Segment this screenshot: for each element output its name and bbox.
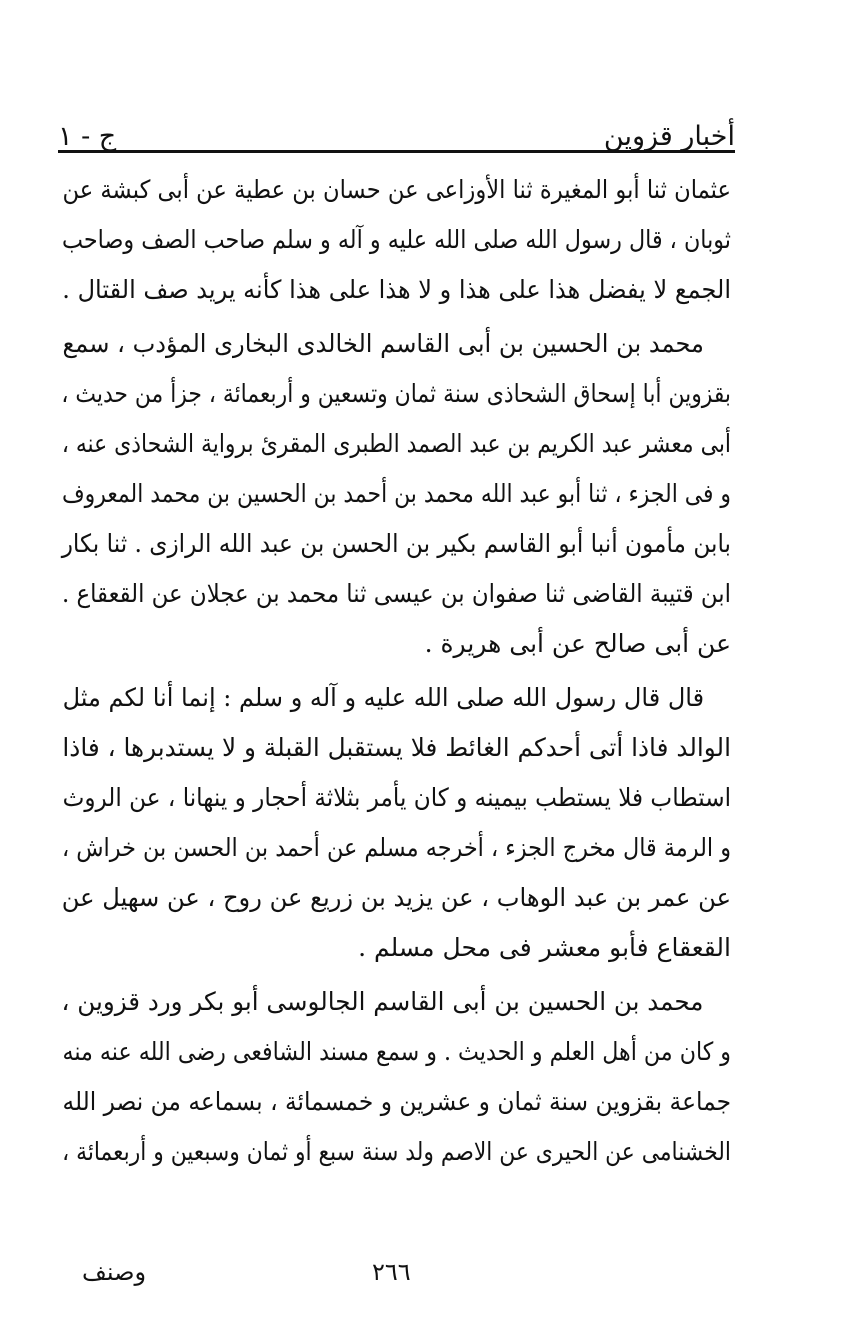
page-footer [82, 1258, 735, 1298]
text-line: جماعة بقزوين سنة ثمان و عشرين و خمسمائة ، بسماعه من نصر الله [62, 1087, 731, 1116]
text-line: محمد بن الحسين بن أبى القاسم الخالدى البخارى المؤدب ، سمع [62, 329, 704, 358]
text-line: استطاب فلا يستطب بيمينه و كان يأمر بثلاثة أحجار و ينهانا ، عن الروث [62, 783, 731, 812]
header-rule [58, 150, 735, 153]
text-line: محمد بن الحسين بن أبى القاسم الجالوسى أبو بكر ورد قزوين ، [61, 987, 704, 1016]
book-title: أخبار قزوين [603, 121, 735, 152]
running-header [58, 100, 735, 154]
text-line: و كان من أهل العلم و الحديث . و سمع مسند الشافعى رضى الله عنه منه [62, 1037, 731, 1066]
text-line: ابن قتيبة القاضى ثنا صفوان بن عيسى ثنا محمد بن عجلان عن القعقاع . [61, 579, 731, 608]
text-line: الخشنامى عن الحيرى عن الاصم ولد سنة سبع أو ثمان وسبعين و أربعمائة ، [62, 1137, 731, 1166]
text-line: عن عمر بن عبد الوهاب ، عن يزيد بن زريع عن روح ، عن سهيل عن [61, 883, 732, 912]
volume-label: ج - ١ [58, 121, 117, 152]
paragraph [62, 320, 731, 670]
page-body [62, 166, 731, 1256]
text-line: الوالد فاذا أتى أحدكم الغائط فلا يستقبل القبلة و لا يستدبرها ، فاذا [62, 733, 732, 762]
page-number: ٢٦٦ [372, 1258, 411, 1286]
text-line: و الرمة قال مخرج الجزء ، أخرجه مسلم عن أحمد بن الحسن بن خراش ، [61, 833, 731, 862]
paragraph [62, 166, 731, 316]
text-line: قال قال رسول الله صلى الله عليه و آله و سلم : إنما أنا لكم مثل [62, 683, 705, 712]
text-line: بقزوين أبا إسحاق الشحاذى سنة ثمان وتسعين و أربعمائة ، جزأ من حديث ، [61, 379, 731, 408]
text-line: أبى معشر عبد الكريم بن عبد الصمد الطبرى المقرئ برواية الشحاذى عنه ، [61, 429, 731, 458]
paragraph [62, 978, 731, 1178]
text-line: و فى الجزء ، ثنا أبو عبد الله محمد بن أحمد بن الحسين بن محمد المعروف [61, 479, 731, 508]
text-line: ثوبان ، قال رسول الله صلى الله عليه و آله و سلم صاحب الصف وصاحب [62, 225, 731, 254]
text-line: الجمع لا يفضل هذا على هذا و لا هذا على هذا كأنه يريد صف القتال . [62, 275, 731, 304]
catchword: وصنف [82, 1258, 147, 1286]
text-line: القعقاع فأبو معشر فى محل مسلم . [358, 933, 731, 962]
paragraph [62, 674, 731, 974]
text-line: عن أبى صالح عن أبى هريرة . [424, 629, 731, 658]
text-line: عثمان ثنا أبو المغيرة ثنا الأوزاعى عن حسان بن عطية عن أبى كبشة عن [62, 175, 731, 204]
text-line: بابن مأمون أنبا أبو القاسم بكير بن الحسن بن عبد الله الرازى . ثنا بكار [61, 529, 732, 558]
